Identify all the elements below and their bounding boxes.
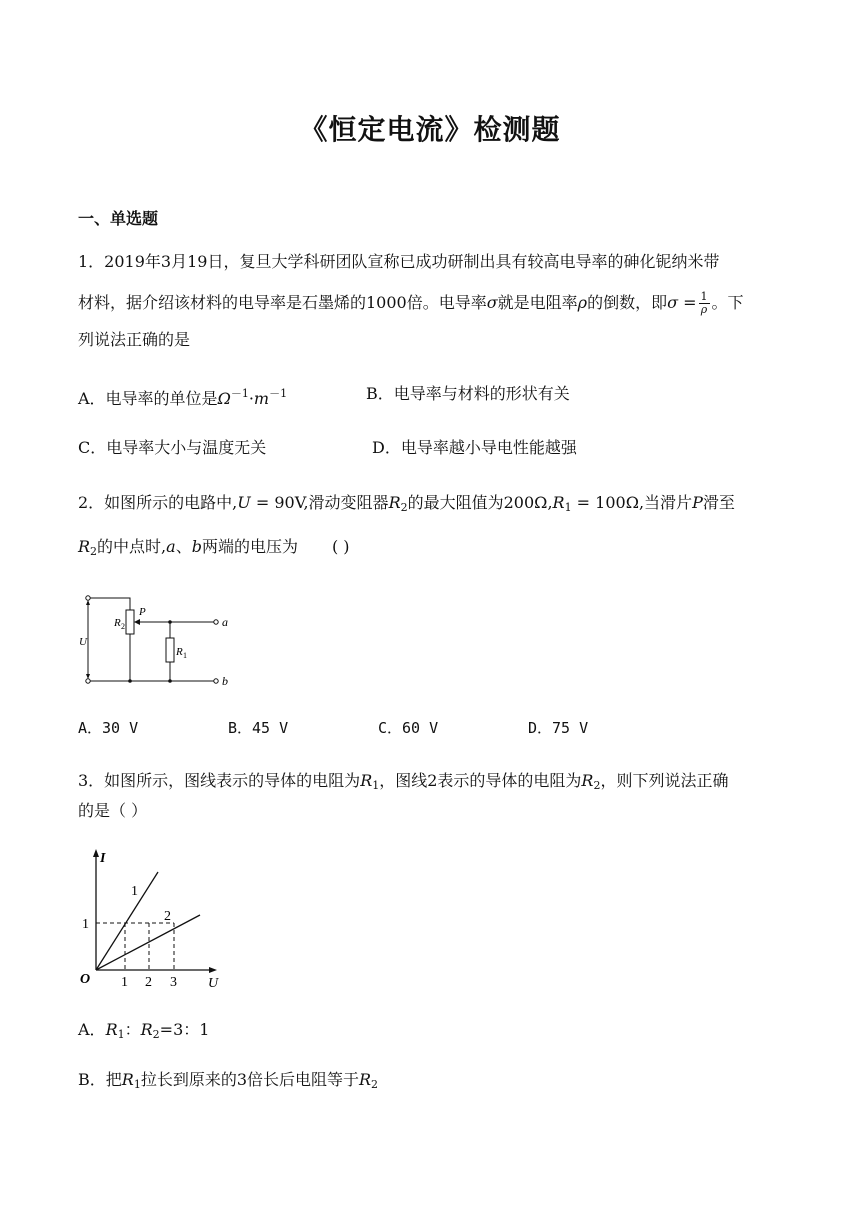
sigma-symbol: σ (486, 293, 498, 312)
voltage-arrow-down (86, 674, 90, 679)
axis-label-i: I (100, 851, 106, 866)
i-axis-arrow (93, 849, 99, 857)
junction-bottom-r2 (128, 679, 132, 683)
r2-resistor (126, 610, 134, 634)
page-title: 《恒定电流》检测题 (299, 113, 561, 146)
section-heading: 一、单选题 (78, 209, 159, 228)
q2-option-d: D．75 V (528, 719, 589, 737)
q1-line2: 材料，据介绍该材料的电导率是石墨烯的1000倍。电导率σ就是电阻率ρ的倒数，即σ = $\frac{1}{\rho}$ 。下 (78, 290, 744, 316)
q2-line2: $R_2$的中点时,a、b两端的电压为 ( ) (78, 537, 350, 558)
q1-option-d: D．电导率越小导电性能越强 (372, 438, 577, 457)
label-p: P (139, 606, 146, 618)
slider-arrow (134, 619, 140, 625)
q2-option-b: B．45 V (228, 719, 289, 737)
line-label-1: 1 (131, 884, 138, 899)
terminal-a (214, 620, 218, 624)
q1-option-c: C．电导率大小与温度无关 (78, 438, 267, 457)
x-tick-3: 3 (170, 975, 177, 990)
q2-circuit-diagram (78, 588, 248, 692)
q1-option-a: A．电导率的单位是$\Omega^{-1}\cdot m^{-1}$ (78, 387, 288, 408)
q3-option-b: B．把$R_1$拉长到原来的3倍长后电阻等于$R_2$ (78, 1070, 379, 1091)
q2-line1: 2．如图所示的电路中,U = 90V,滑动变阻器$R_2$的最大阻值为$200\Omega,R_1 = 100\Omega$,当滑片P滑至 (78, 493, 735, 514)
q1-line1: 1．2019年3月19日，复旦大学科研团队宣称已成功研制出具有较高电导率的砷化铌纳米带 (78, 252, 720, 271)
q3-line1: 3．如图所示，图线表示的导体的电阻为$R_1$，图线2表示的导体的电阻为$R_2$，则下列说法正确 (78, 771, 729, 792)
label-b: b (222, 674, 228, 688)
y-tick-1: 1 (82, 917, 89, 932)
terminal-bottom-left (86, 679, 90, 683)
voltage-arrow-up (86, 600, 90, 605)
q3-line2: 的是（ ） (78, 801, 148, 820)
label-r2-sub: 2 (121, 622, 125, 631)
label-a: a (222, 615, 228, 629)
label-u: U (79, 636, 87, 648)
formula-fraction: $\frac{1}{\rho}$ (700, 290, 708, 316)
rho-symbol: ρ (577, 293, 588, 312)
q2-option-c: C．60 V (378, 719, 439, 737)
formula-lhs: σ = (667, 293, 697, 312)
label-r2: R (114, 617, 121, 629)
line-label-2: 2 (164, 909, 171, 924)
u-axis-arrow (209, 967, 217, 973)
terminal-b (214, 679, 218, 683)
origin-label: O (80, 972, 91, 987)
label-r1-sub: 1 (183, 651, 187, 660)
q1-line3: 列说法正确的是 (78, 330, 191, 349)
terminal-top-left (86, 596, 90, 600)
top-wire (90, 598, 130, 610)
q3-iu-graph (76, 846, 226, 992)
q3-option-a: A．$R_1$：$R_2=3$：1 (78, 1020, 210, 1041)
r1-resistor (166, 638, 174, 662)
x-tick-2: 2 (145, 975, 152, 990)
junction-bottom-r1 (168, 679, 172, 683)
q2-option-a: A．30 V (78, 719, 139, 737)
junction-top (168, 620, 172, 624)
axis-label-u: U (208, 976, 219, 991)
x-tick-1: 1 (121, 975, 128, 990)
q1-option-b: B．电导率与材料的形状有关 (366, 384, 570, 403)
label-r1: R (176, 646, 183, 658)
graph-line-1 (96, 872, 158, 970)
